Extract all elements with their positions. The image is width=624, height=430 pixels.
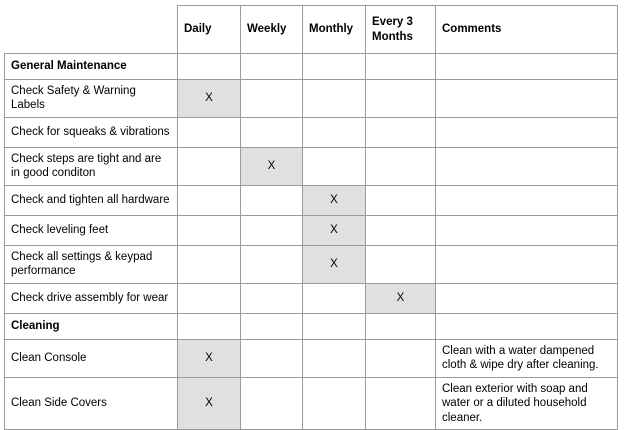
cell-comments (436, 215, 618, 245)
cell-every-3-months (366, 377, 436, 429)
cell-monthly: X (303, 215, 366, 245)
table-row (5, 147, 618, 185)
task-label: Check and tighten all hardware (5, 185, 178, 215)
task-label: Check drive assembly for wear (5, 283, 178, 313)
table-header-row (5, 6, 618, 54)
cell-comments (436, 147, 618, 185)
cell-weekly (241, 54, 303, 80)
cell-comments (436, 313, 618, 339)
table-body (5, 54, 618, 430)
cell-every-3-months (366, 80, 436, 118)
cell-every-3-months (366, 215, 436, 245)
task-label: Check steps are tight and are in good conditon (5, 147, 178, 185)
cell-weekly (241, 339, 303, 377)
column-header-daily: Daily (178, 6, 241, 54)
column-header-weekly: Weekly (241, 6, 303, 54)
cell-comments (436, 245, 618, 283)
column-header-task (5, 6, 178, 54)
cell-every-3-months (366, 245, 436, 283)
cell-weekly (241, 80, 303, 118)
table-row (5, 245, 618, 283)
maintenance-schedule-sheet (4, 5, 617, 424)
cell-weekly (241, 313, 303, 339)
task-label: Check for squeaks & vibrations (5, 117, 178, 147)
cell-monthly (303, 313, 366, 339)
cell-monthly (303, 339, 366, 377)
cell-daily (178, 185, 241, 215)
task-label: Clean Side Covers (5, 377, 178, 429)
column-header-comments: Comments (436, 6, 618, 54)
cell-every-3-months (366, 54, 436, 80)
cell-monthly (303, 147, 366, 185)
table-header (5, 6, 618, 54)
cell-monthly (303, 80, 366, 118)
cell-daily: X (178, 339, 241, 377)
cell-daily (178, 313, 241, 339)
table-row (5, 80, 618, 118)
cell-daily (178, 117, 241, 147)
cell-weekly (241, 245, 303, 283)
table-row (5, 215, 618, 245)
table-row (5, 283, 618, 313)
cell-every-3-months (366, 339, 436, 377)
cell-weekly (241, 377, 303, 429)
cell-daily (178, 283, 241, 313)
task-label: Check leveling feet (5, 215, 178, 245)
cell-monthly (303, 377, 366, 429)
cell-daily: X (178, 80, 241, 118)
cell-weekly (241, 283, 303, 313)
cell-comments (436, 117, 618, 147)
cell-weekly (241, 185, 303, 215)
table-row (5, 117, 618, 147)
task-label: Clean Console (5, 339, 178, 377)
section-label: General Maintenance (5, 54, 178, 80)
cell-monthly (303, 117, 366, 147)
cell-daily (178, 215, 241, 245)
cell-comments (436, 283, 618, 313)
cell-comments: Clean with a water dampened cloth & wipe dry after cleaning. (436, 339, 618, 377)
cell-every-3-months: X (366, 283, 436, 313)
cell-monthly (303, 54, 366, 80)
task-label: Check Safety & Warning Labels (5, 80, 178, 118)
maintenance-table (4, 5, 618, 430)
cell-weekly: X (241, 147, 303, 185)
table-row (5, 377, 618, 429)
table-row (5, 185, 618, 215)
cell-daily (178, 245, 241, 283)
table-row (5, 54, 618, 80)
cell-weekly (241, 117, 303, 147)
cell-daily: X (178, 377, 241, 429)
cell-weekly (241, 215, 303, 245)
cell-monthly: X (303, 245, 366, 283)
column-header-monthly: Monthly (303, 6, 366, 54)
cell-monthly (303, 283, 366, 313)
column-header-every-3-months: Every 3 Months (366, 6, 436, 54)
cell-monthly: X (303, 185, 366, 215)
cell-comments (436, 54, 618, 80)
cell-every-3-months (366, 313, 436, 339)
cell-comments (436, 80, 618, 118)
table-row (5, 313, 618, 339)
cell-comments (436, 185, 618, 215)
cell-every-3-months (366, 147, 436, 185)
cell-comments: Clean exterior with soap and water or a diluted household cleaner. (436, 377, 618, 429)
cell-every-3-months (366, 185, 436, 215)
section-label: Cleaning (5, 313, 178, 339)
cell-daily (178, 54, 241, 80)
task-label: Check all settings & keypad performance (5, 245, 178, 283)
cell-daily (178, 147, 241, 185)
table-row (5, 339, 618, 377)
cell-every-3-months (366, 117, 436, 147)
